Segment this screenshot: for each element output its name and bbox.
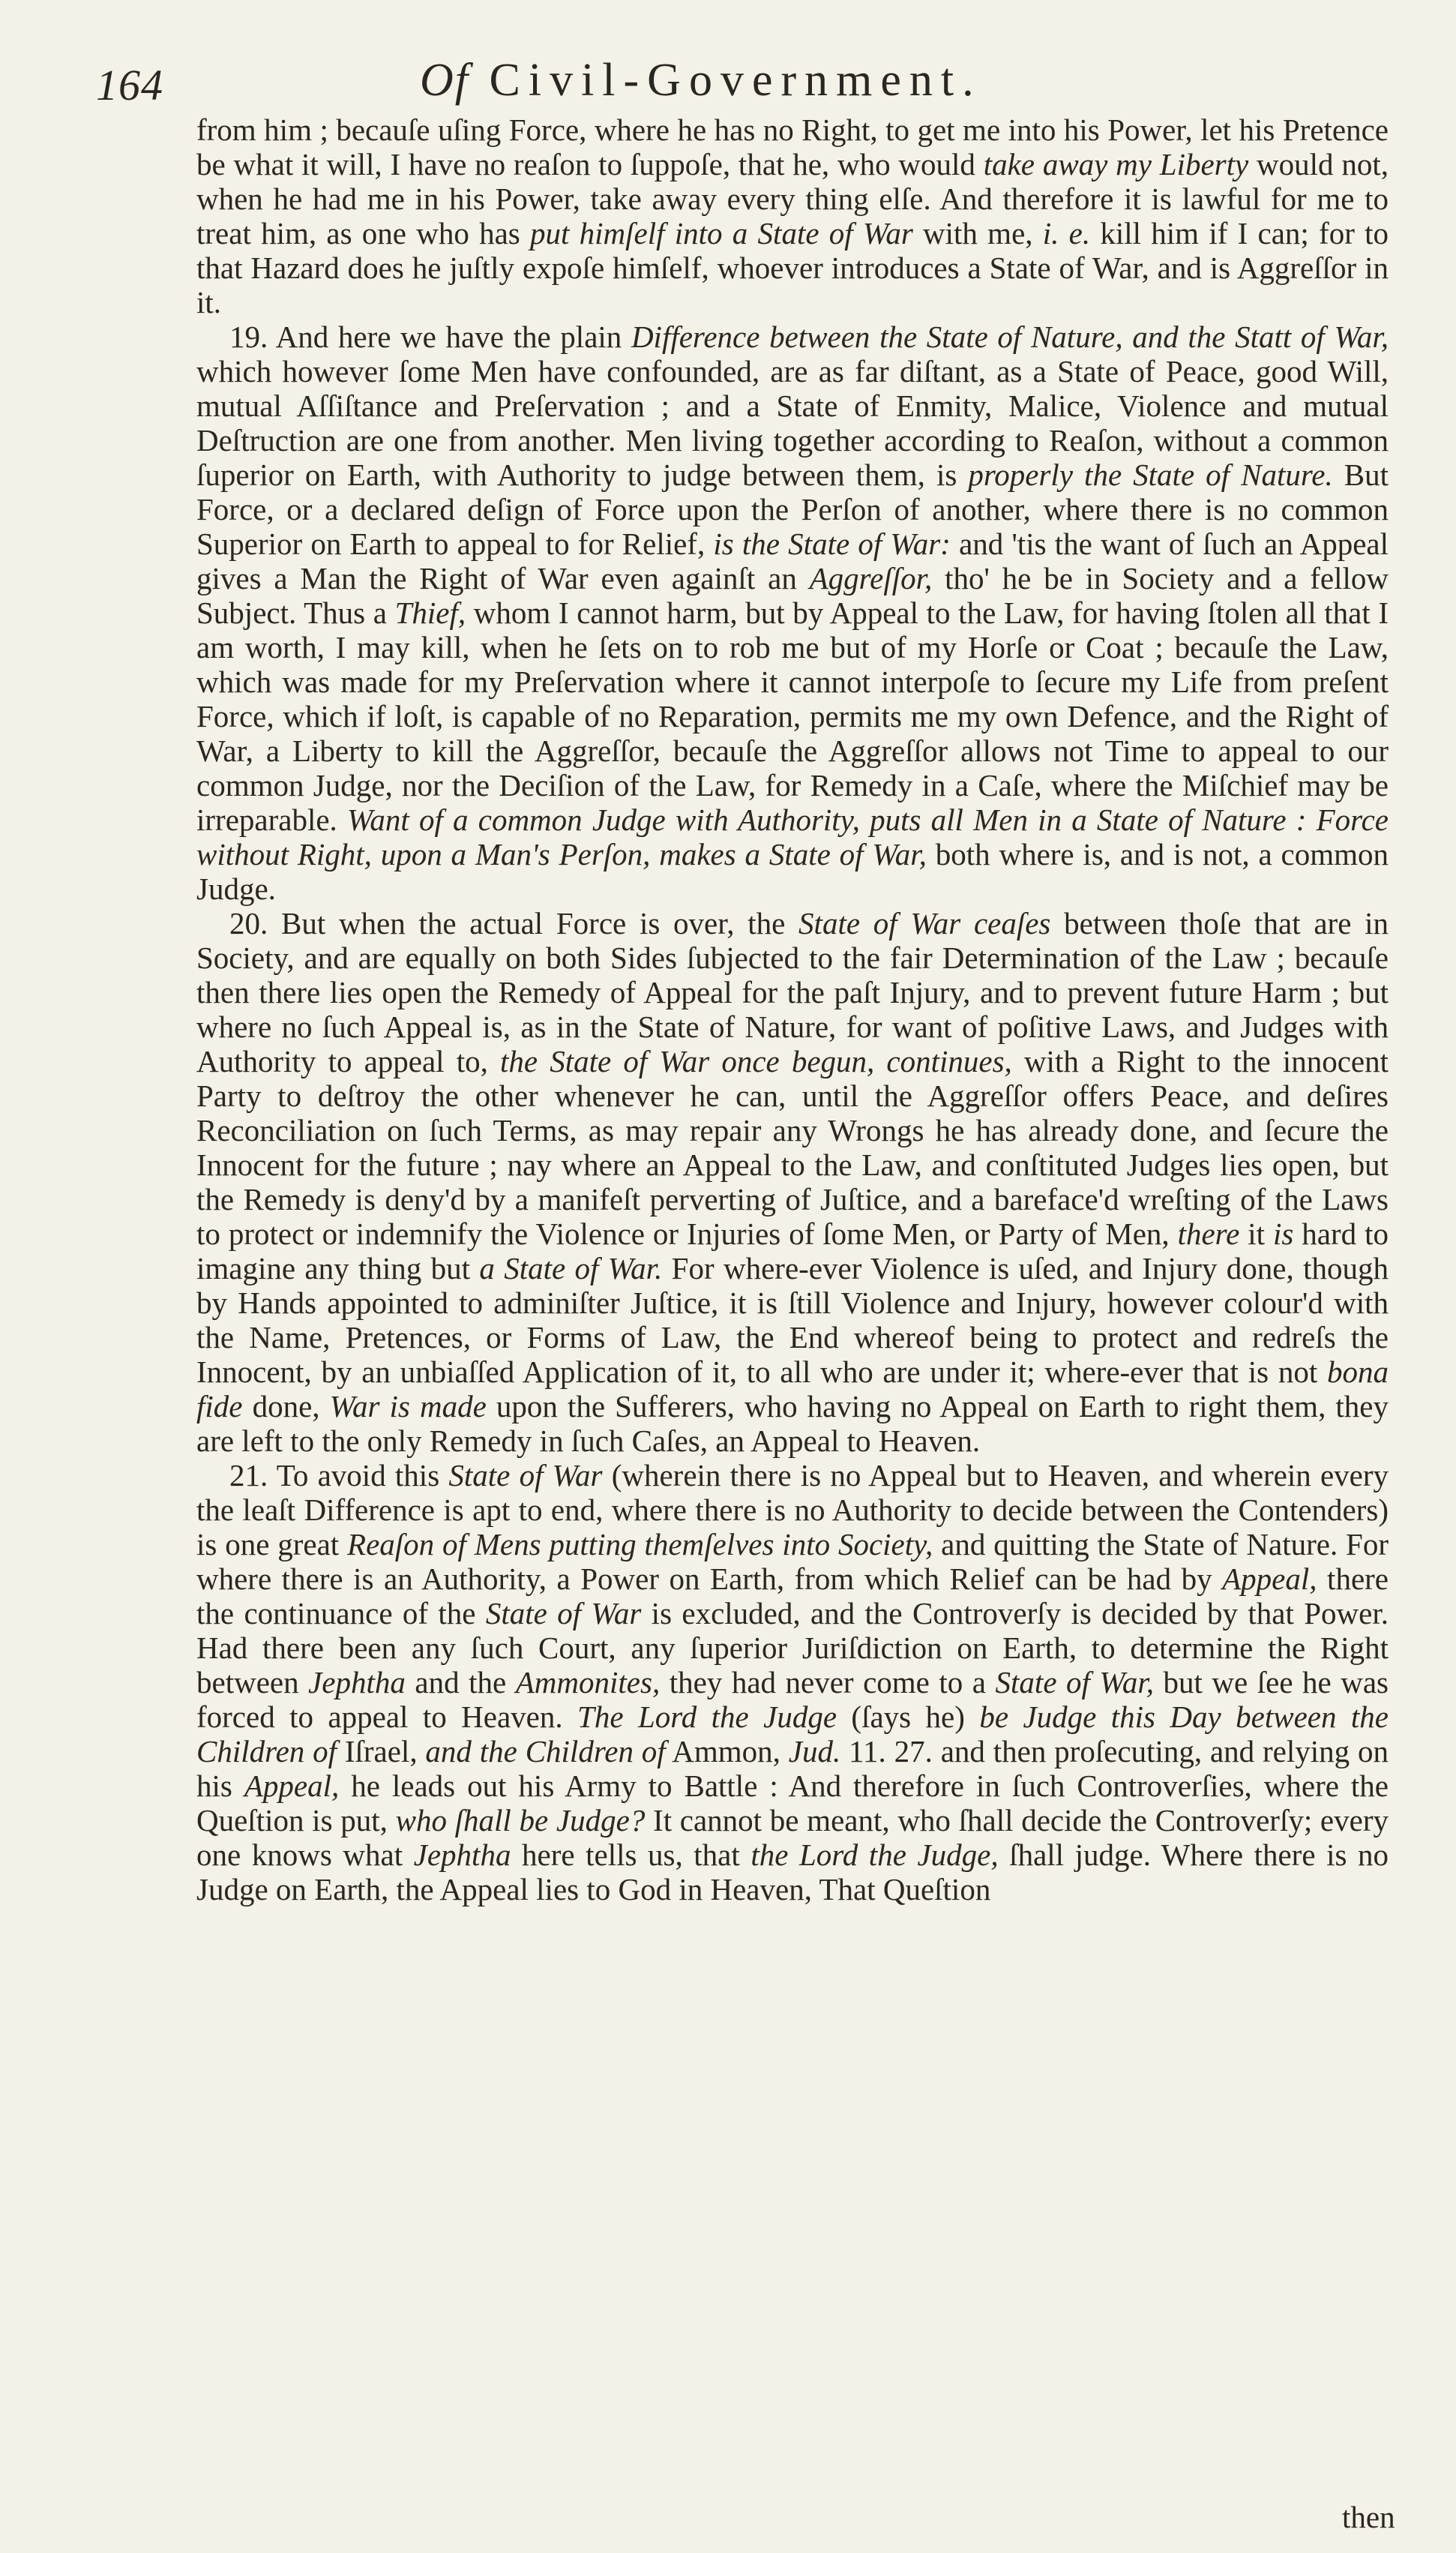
text-run: ſhall judge. Where there is no Judge on Earth, the Appeal lies to God in Heaven, That Queſtion (196, 1838, 1389, 1906)
paragraph-19 (196, 320, 1389, 906)
italic-run: State of War, (995, 1665, 1154, 1700)
text-run: they had never come to a (660, 1665, 996, 1700)
text-run: (wherein there is no Appeal but to Heaven, and wherein every the leaſt Difference is apt to end, where there is no Authority to decide between the Contenders) is one great (196, 1458, 1389, 1562)
text-run: Iſrael, (337, 1734, 426, 1768)
text-run: with a Right to the innocent Party to deſtroy the other whenever he can, until the Aggreſſor offers Peace, and deſires Reconciliation on ſuch Terms, as may repair any Wrongs he has already done, and ſecure the Innocent for the future ; nay where an Appeal to the Law, and conſtituted Judges lies open, but the Remedy is deny'd by a manifeſt perverting of Juſtice, and a bareface'd wreſting of the Laws to protect or indemnify the Violence or Injuries of ſome Men, or Party of Men, (196, 1044, 1389, 1251)
italic-run: Appeal, (244, 1768, 340, 1803)
text-run: both where is, and is not, a common Judge. (196, 837, 1389, 906)
italic-run: State of War (448, 1458, 603, 1492)
text-run: between thoſe that are in Society, and are equally on both Sides ſubjected to the fair Determination of the Law ; becauſe then there lies open the Remedy of Appeal for the paſt Injury, and to prevent future Harm ; but where no ſuch Appeal is, as in the State of Nature, for want of poſitive Laws, and Judges with Authority to appeal to, (196, 906, 1389, 1078)
text-run: and 'tis the want of ſuch an Appeal gives a Man the Right of War even againſt an (196, 526, 1389, 596)
italic-run: there (1177, 1216, 1240, 1251)
text-run: It cannot be meant, who ſhall decide the Controverſy; every one knows what (196, 1803, 1389, 1872)
text-run: 19. And here we have the plain (229, 320, 631, 354)
text-run: he leads out his Army to Battle : And therefore in ſuch Controverſies, where the Queſtion is put, (196, 1768, 1389, 1838)
paragraph-continued (196, 112, 1389, 320)
italic-run: Aggreſſor, (809, 561, 933, 596)
text-run: hard to imagine any thing but (196, 1216, 1389, 1286)
italic-run: The Lord the Judge (577, 1700, 837, 1734)
italic-run: Thief, (394, 596, 466, 630)
italic-run: Difference between the State of Nature, and the Statt of War, (631, 320, 1389, 354)
italic-run: and the Children of (425, 1734, 666, 1768)
italic-run: a State of War. (479, 1251, 663, 1286)
paragraph-20 (196, 906, 1389, 1458)
catchword: then (1342, 2500, 1395, 2534)
italic-run: i. e. (1042, 216, 1091, 250)
text-run: here tells us, that (511, 1838, 751, 1872)
italic-run: bona fide (196, 1354, 1389, 1424)
italic-run: properly the State of Nature. (968, 458, 1333, 492)
text-run: kill him if I can; for to that Hazard does he juſtly expoſe himſelf, whoever introduces a State of War, and is Aggreſſor in it. (196, 216, 1389, 320)
text-run: but we ſee he was forced to appeal to Heaven. (196, 1665, 1389, 1734)
running-head-title: Civil-Government. (489, 55, 982, 106)
text-run: which however ſome Men have confounded, are as far diſtant, as a State of Peace, good Will, mutual Aſſiſtance and Preſervation ; and a State of Enmity, Malice, Violence and mutual Deſtruction are one from another. Men living together according to Reaſon, without a common ſuperior on Earth, with Authority to judge between them, is (196, 354, 1389, 492)
text-run: and quitting the State of Nature. For where there is an Authority, a Power on Earth, from which Relief can be had by (196, 1527, 1389, 1596)
italic-run: Ammonites, (515, 1665, 661, 1700)
text-run: tho' he be in Society and a fellow Subject. Thus a (196, 561, 1389, 630)
text-run: 11. 27. and then proſecuting, and relying on his (196, 1734, 1389, 1803)
text-run: done, (242, 1389, 330, 1424)
italic-run: State of War (485, 1596, 642, 1630)
text-run: it (1239, 1216, 1273, 1251)
page-number: 164 (96, 61, 163, 110)
running-head (420, 54, 982, 107)
text-run: 21. To avoid this (229, 1458, 449, 1492)
italic-run: Jephtha (413, 1838, 511, 1872)
italic-run: who ſhall be Judge? (395, 1803, 646, 1838)
italic-run: War is made (329, 1389, 487, 1424)
italic-run: Appeal, (1222, 1562, 1317, 1596)
italic-run: the State of War once begun, continues, (499, 1044, 1012, 1078)
text-run: But Force, or a declared deſign of Force upon the Perſon of another, where there is no common Superior on Earth to appeal to for Relief, (196, 458, 1389, 561)
paragraph-21 (196, 1458, 1389, 1906)
text-run: there the continuance of the (196, 1562, 1389, 1630)
italic-run: be Judge this Day between the Children of (196, 1700, 1389, 1768)
italic-run: is (1273, 1216, 1294, 1251)
text-run: from him ; becauſe uſing Force, where he has no Right, to get me into his Power, let his Pretence be what it will, I have no reaſon to ſuppoſe, that he, who would (196, 112, 1389, 182)
italic-run: is the State of War: (713, 526, 951, 561)
italic-run: Reaſon of Mens putting themſelves into Society, (347, 1527, 933, 1562)
italic-run: Want of a common Judge with Authority, puts all Men in a State of Nature : Force without Right, upon a Man's Perſon, makes a State of War, (196, 802, 1389, 872)
text-run: and the (405, 1665, 516, 1700)
italic-run: put himſelf into a State of War (530, 216, 913, 250)
text-run: whom I cannot harm, but by Appeal to the Law, for having ſtolen all that I am worth, I may kill, when he ſets on to rob me but of my Horſe or Coat ; becauſe the Law, which was made for my Preſervation where it cannot interpoſe to ſecure my Life from preſent Force, which if loſt, is capable of no Reparation, permits me my own Defence, and the Right of War, a Liberty to kill the Aggreſſor, becauſe the Aggreſſor allows not Time to appeal to our common Judge, nor the Deciſion of the Law, for Remedy in a Caſe, where the Miſchief may be irreparable. (196, 596, 1389, 837)
text-run: For where-ever Violence is uſed, and Injury done, though by Hands appointed to adminiſter Juſtice, it is ſtill Violence and Injury, however colour'd with the Name, Pretences, or Forms of Law, the End whereof being to protect and redreſs the Innocent, by an unbiaſſed Application of it, to all who are under it; where-ever that is not (196, 1251, 1389, 1389)
text-run: 20. But when the actual Force is over, the (229, 906, 799, 940)
running-head-of: Of (420, 55, 469, 106)
body-text (196, 112, 1389, 1906)
text-run: with me, (912, 216, 1043, 250)
italic-run: Jud. (788, 1734, 841, 1768)
text-run: upon the Sufferers, who having no Appeal on Earth to right them, they are left to the only Remedy in ſuch Caſes, an Appeal to Heaven. (196, 1389, 1389, 1458)
text-run: would not, when he had me in his Power, take away every thing elſe. And therefore it is lawful for me to treat him, as one who has (196, 147, 1389, 250)
italic-run: State of War ceaſes (798, 906, 1051, 940)
text-run: is excluded, and the Controverſy is decided by that Power. Had there been any ſuch Court, any ſuperior Juriſdiction on Earth, to determine the Right between (196, 1596, 1389, 1700)
italic-run: Jephtha (308, 1665, 406, 1700)
italic-run: take away my Liberty (983, 147, 1249, 182)
italic-run: the Lord the Judge, (750, 1838, 999, 1872)
text-run: Ammon, (665, 1734, 789, 1768)
text-run: (ſays he) (837, 1700, 980, 1734)
